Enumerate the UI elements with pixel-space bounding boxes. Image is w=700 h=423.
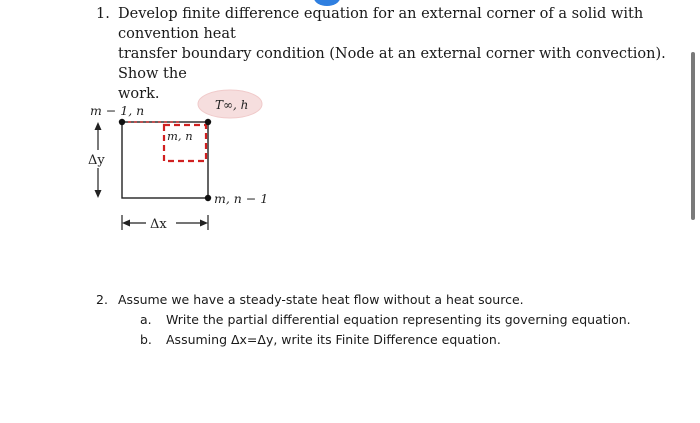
question-1-number: 1. [96,6,110,22]
label-dx: Δx [150,217,167,232]
question-2-number: 2. [96,292,108,307]
dx-arrow-head-left [122,220,130,227]
label-m-n: m, n [167,129,193,143]
question-2-text: Assume we have a steady-state heat flow without a heat source. [118,292,524,307]
dy-arrow-head-top [95,122,102,130]
question-1-line-3: work. [118,86,160,102]
node-m-minus-1-n [119,119,125,125]
vertical-scrollbar[interactable] [691,52,695,220]
item-a-text: Write the partial differential equation representing its governing equation. [166,312,631,327]
item-a-marker: a. [140,312,152,327]
question-1-line-1: Develop finite difference equation for an external corner of a solid with convention heat [118,6,644,42]
question-1-line-2: transfer boundary condition (Node at an external corner with convection). Show the [118,46,666,82]
ambient-label: T∞, h [215,98,249,112]
dx-arrow-head-right [200,220,208,227]
label-m-minus-1-n: m − 1, n [90,103,145,118]
dy-arrow-head-bottom [95,190,102,198]
node-m-n-minus-1 [205,195,211,201]
label-m-n-minus-1: m, n − 1 [214,191,269,206]
external-corner-diagram [80,80,300,250]
item-b-marker: b. [140,332,152,347]
node-m-n [205,119,211,125]
label-dy: Δy [88,153,105,168]
item-b-text: Assuming Δx=Δy, write its Finite Difference equation. [166,332,501,347]
